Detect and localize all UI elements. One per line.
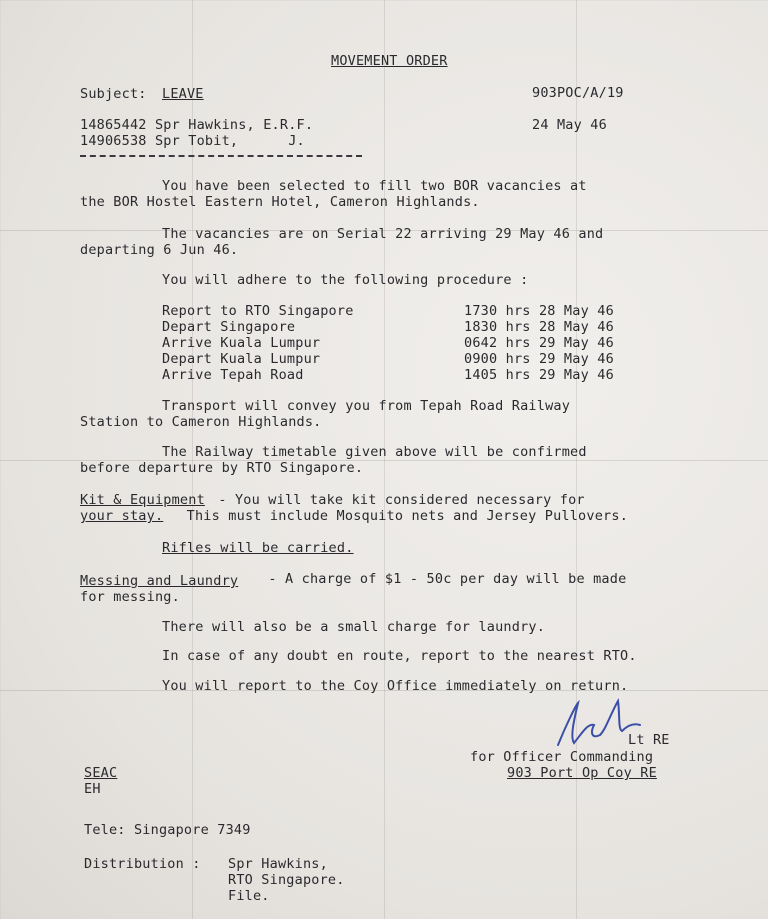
- paragraph-line: The Railway timetable given above will be confirmed: [162, 444, 587, 460]
- rifles-note: Rifles will be carried.: [162, 540, 354, 556]
- paragraph-line: You have been selected to fill two BOR vacancies at: [162, 178, 587, 194]
- for-officer-line: for Officer Commanding: [470, 749, 654, 765]
- paragraph-line: Transport will convey you from Tepah Road Railway: [162, 398, 571, 414]
- reference-number: 903POC/A/19: [532, 85, 624, 101]
- seac-label: SEAC: [84, 765, 118, 781]
- messing-heading: Messing and Laundry: [80, 573, 239, 589]
- schedule-event: Depart Singapore: [162, 319, 296, 335]
- distribution-item: RTO Singapore.: [228, 872, 345, 888]
- telephone-line: Tele: Singapore 7349: [84, 822, 251, 838]
- dashed-divider: [80, 155, 362, 157]
- paragraph-line: - A charge of $1 - 50c per day will be made: [260, 571, 627, 587]
- eh-label: EH: [84, 781, 101, 797]
- distribution-item: File.: [228, 888, 270, 904]
- schedule-time: 1730 hrs 28 May 46: [464, 303, 614, 319]
- schedule-time: 0900 hrs 29 May 46: [464, 351, 614, 367]
- paragraph-line: your stay.: [80, 508, 164, 524]
- paragraph-line: This must include Mosquito nets and Jersey Pullovers.: [170, 508, 629, 524]
- schedule-event: Arrive Tepah Road: [162, 367, 304, 383]
- paragraph-line: Station to Cameron Highlands.: [80, 414, 322, 430]
- order-date: 24 May 46: [532, 117, 607, 133]
- schedule-time: 1830 hrs 28 May 46: [464, 319, 614, 335]
- distribution-label: Distribution :: [84, 856, 201, 872]
- schedule-time: 0642 hrs 29 May 46: [464, 335, 614, 351]
- paragraph-line: You will adhere to the following procedure :: [162, 272, 529, 288]
- personnel-line: 14865442 Spr Hawkins, E.R.F.: [80, 117, 314, 133]
- return-note: You will report to the Coy Office immediately on return.: [162, 678, 629, 694]
- personnel-line: 14906538 Spr Tobit, J.: [80, 133, 305, 149]
- unit-name: 903 Port Op Coy RE: [507, 765, 657, 781]
- schedule-time: 1405 hrs 29 May 46: [464, 367, 614, 383]
- schedule-event: Report to RTO Singapore: [162, 303, 354, 319]
- laundry-note: There will also be a small charge for laundry.: [162, 619, 546, 635]
- paragraph-line: - You will take kit considered necessary for: [210, 492, 585, 508]
- subject-value: LEAVE: [162, 86, 204, 102]
- schedule-event: Depart Kuala Lumpur: [162, 351, 321, 367]
- kit-heading: Kit & Equipment: [80, 492, 205, 508]
- schedule-event: Arrive Kuala Lumpur: [162, 335, 321, 351]
- paragraph-line: The vacancies are on Serial 22 arriving 29 May 46 and: [162, 226, 604, 242]
- paragraph-line: departing 6 Jun 46.: [80, 242, 239, 258]
- subject-label: Subject:: [80, 86, 147, 102]
- doubt-note: In case of any doubt en route, report to the nearest RTO.: [162, 648, 637, 664]
- distribution-item: Spr Hawkins,: [228, 856, 328, 872]
- document-title: MOVEMENT ORDER: [331, 53, 448, 69]
- officer-rank: Lt RE: [628, 732, 670, 748]
- paragraph-line: before departure by RTO Singapore.: [80, 460, 364, 476]
- paragraph-line: the BOR Hostel Eastern Hotel, Cameron Highlands.: [80, 194, 480, 210]
- paragraph-line: for messing.: [80, 589, 180, 605]
